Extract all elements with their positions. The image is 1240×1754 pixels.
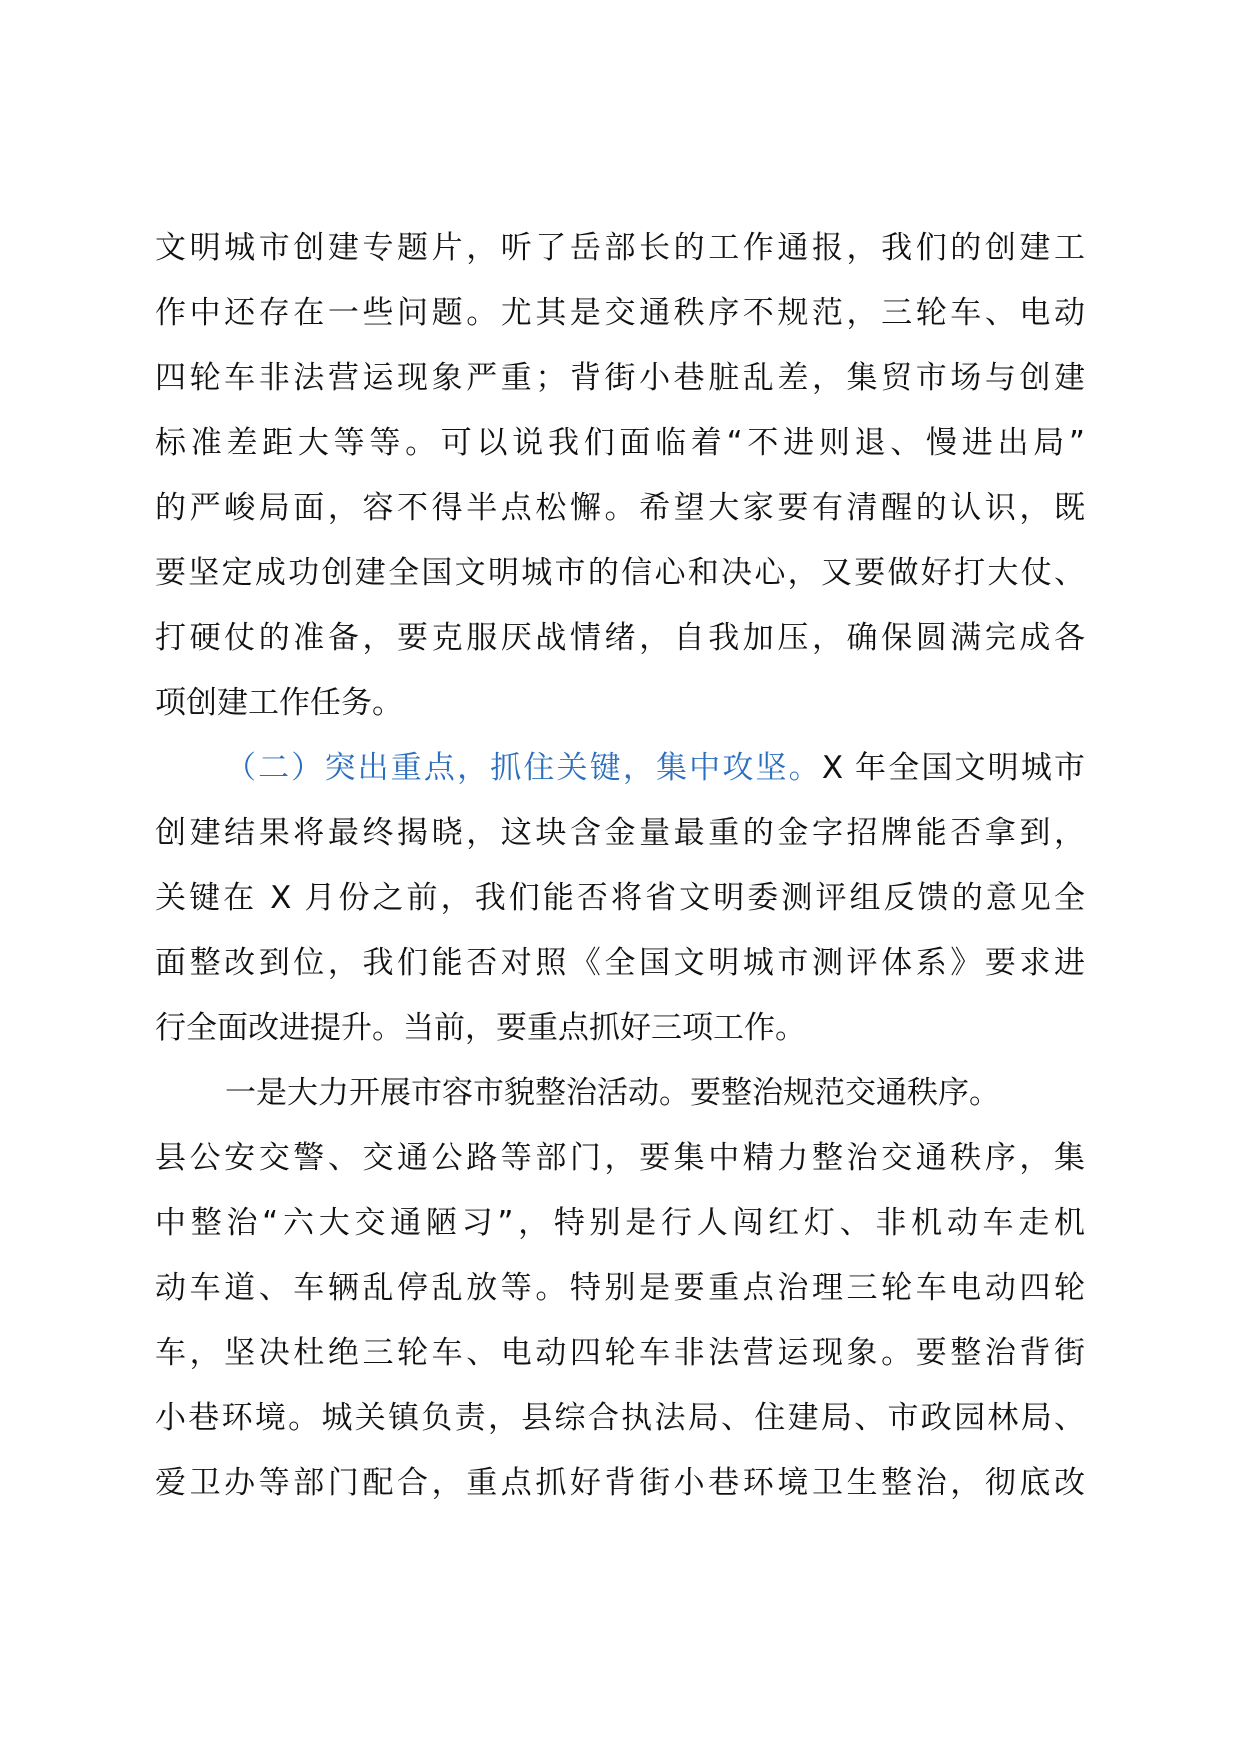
text-line: 小巷环境。城关镇负责，县综合执法局、住建局、市政园林局、 xyxy=(155,1400,1085,1436)
text-line: 一是大力开展市容市貌整治活动。要整治规范交通秩序。 xyxy=(225,1075,1000,1111)
text-line: 车，坚决杜绝三轮车、电动四轮车非法营运现象。要整治背街 xyxy=(155,1335,1085,1371)
text-line: 打硬仗的准备，要克服厌战情绪，自我加压，确保圆满完成各 xyxy=(155,620,1085,656)
text-line: 面整改到位，我们能否对照《全国文明城市测评体系》要求进 xyxy=(155,945,1085,981)
section-heading: （二）突出重点，抓住关键，集中攻坚。 xyxy=(225,750,822,786)
text-line: 标准差距大等等。可以说我们面临着“不进则退、慢进出局” xyxy=(155,425,1085,461)
text-line: 作中还存在一些问题。尤其是交通秩序不规范，三轮车、电动 xyxy=(155,295,1085,331)
text-line: 动车道、车辆乱停乱放等。特别是要重点治理三轮车电动四轮 xyxy=(155,1270,1085,1306)
text-line: 要坚定成功创建全国文明城市的信心和决心，又要做好打大仗、 xyxy=(155,555,1085,591)
heading-line-rest: X 年全国文明城市 xyxy=(821,750,1085,786)
paragraph-1 xyxy=(155,216,1085,736)
text-line: 爱卫办等部门配合，重点抓好背街小巷环境卫生整治，彻底改 xyxy=(155,1465,1085,1501)
text-line: 四轮车非法营运现象严重；背街小巷脏乱差，集贸市场与创建 xyxy=(155,360,1085,396)
text-line: 县公安交警、交通公路等部门，要集中精力整治交通秩序，集 xyxy=(155,1140,1085,1176)
paragraph-2 xyxy=(155,736,1085,1061)
text-line: 项创建工作任务。 xyxy=(155,685,403,721)
text-line-with-heading xyxy=(155,736,1085,801)
paragraph-3 xyxy=(155,1061,1085,1516)
text-line: 文明城市创建专题片，听了岳部长的工作通报，我们的创建工 xyxy=(155,230,1085,266)
text-line: 行全面改进提升。当前，要重点抓好三项工作。 xyxy=(155,1010,806,1046)
text-line: 中整治“六大交通陋习”，特别是行人闯红灯、非机动车走机 xyxy=(155,1205,1085,1241)
text-line: 创建结果将最终揭晓，这块含金量最重的金字招牌能否拿到， xyxy=(155,815,1085,851)
document-body xyxy=(155,216,1085,1516)
text-line: 的严峻局面，容不得半点松懈。希望大家要有清醒的认识，既 xyxy=(155,490,1085,526)
text-line: 关键在 X 月份之前，我们能否将省文明委测评组反馈的意见全 xyxy=(155,880,1085,916)
